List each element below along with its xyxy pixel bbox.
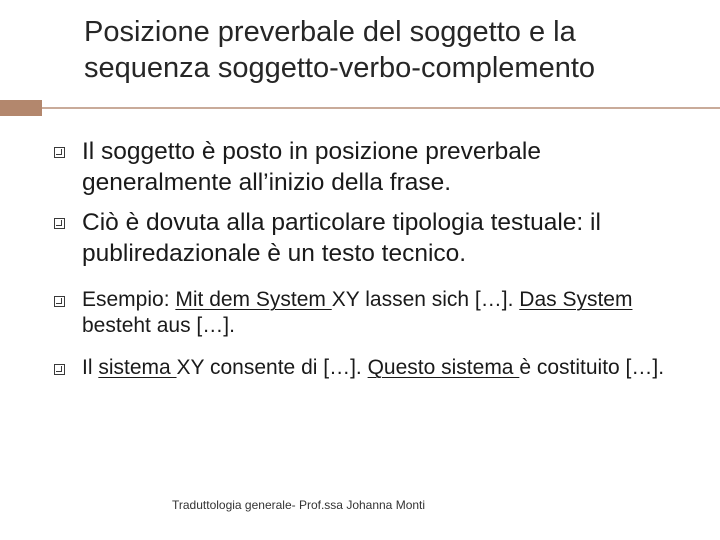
bullet-text bbox=[82, 287, 692, 339]
underlined-phrase: Mit dem System bbox=[175, 288, 332, 311]
bullet-text: Il soggetto è posto in posizione preverbale generalmente all’inizio della frase. bbox=[82, 138, 541, 196]
text-segment: XY consente di […]. bbox=[176, 356, 368, 379]
text-segment: XY lassen sich […]. bbox=[331, 288, 520, 311]
slide-footer: Traduttologia generale- Prof.ssa Johanna Monti bbox=[172, 498, 426, 512]
text-segment: è costituito […]. bbox=[519, 356, 665, 379]
checkbox-bullet-icon bbox=[54, 296, 65, 307]
title-divider bbox=[42, 107, 720, 109]
slide-title: Posizione preverbale del soggetto e la sequenza soggetto-verbo-complemento bbox=[84, 16, 596, 84]
title-accent-bar bbox=[0, 100, 42, 116]
checkbox-bullet-icon bbox=[54, 364, 65, 375]
text-segment: Il bbox=[82, 356, 99, 379]
example-label: Esempio: bbox=[82, 288, 176, 311]
bullet-text bbox=[82, 355, 692, 381]
underlined-phrase: Questo sistema bbox=[367, 356, 520, 379]
checkbox-bullet-icon bbox=[54, 147, 65, 158]
bullet-text: Ciò è dovuta alla particolare tipologia testuale: il publiredazionale è un testo tecnico. bbox=[82, 209, 601, 267]
underlined-phrase: sistema bbox=[98, 356, 177, 379]
checkbox-bullet-icon bbox=[54, 218, 65, 229]
text-segment: besteht aus […]. bbox=[82, 314, 235, 337]
underlined-phrase: Das System bbox=[519, 288, 633, 311]
